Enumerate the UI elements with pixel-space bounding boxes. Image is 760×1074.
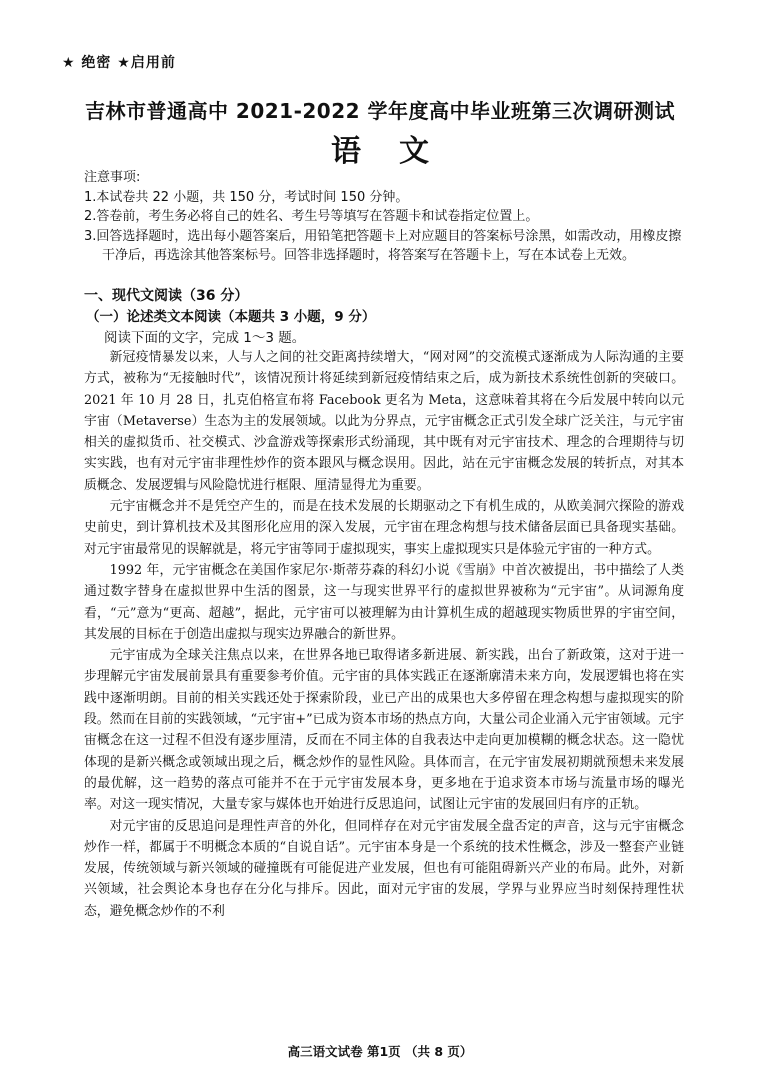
page-footer: 高三语文试卷 第1页 （共 8 页） <box>287 1044 473 1059</box>
passage-paragraph: 元宇宙成为全球关注焦点以来，在世界各地已取得诸多新进展、新实践，出台了新政策，这对于进一步理解元宇宙发展前景具有重要参考价值。元宇宙的具体实践正在逐渐廓清未来方向，发展逻辑也将在实践中逐渐明朗。目前的相关实践还处于探索阶段，业已产出的成果也大多停留在理念构想与虚拟现实的阶段。然而在目前的实践领域，“元宇宙+”已成为资本市场的热点方向，大量公司企业涌入元宇宙领域。元宇宙概念在这一过程不但没有逐步厘清，反而在不同主体的自我表达中走向更加模糊的概念状态。这一隐忧体现的是新兴概念或领域出现之后，概念炒作的显性风险。具体而言，在元宇宙发展初期就预想未来发展的最优解，这一趋势的落点可能并不在于元宇宙发展本身，更多地在于追求资本市场与流量市场的曝光率。对这一现实情况，大量专家与媒体也开始进行反思追问，试图让元宇宙的发展回归有序的正轨。 <box>84 648 684 813</box>
exam-title: 吉林市普通高中 2021-2022 学年度高中毕业班第三次调研测试 <box>84 99 676 123</box>
notes-heading: 注意事项: <box>84 170 141 185</box>
reading-passage <box>84 347 684 922</box>
passage-paragraph: 1992 年，元宇宙概念在美国作家尼尔·斯蒂芬森的科幻小说《雪崩》中首次被提出，书中描绘了人类通过数字替身在虚拟世界中生活的图景，这一与现实世界平行的虚拟世界被称为“元宇宙”。从词源角度看，“元”意为“更高、超越”，据此，元宇宙可以被理解为由计算机生成的超越现实物质世界的宇宙空间，其发展的目标在于创造出虚拟与现实边界融合的新世界。 <box>84 562 684 642</box>
passage-paragraph: 新冠疫情暴发以来，人与人之间的社交距离持续增大，“网对网”的交流模式逐渐成为人际沟通的主要方式，被称为“无接触时代”，该情况预计将延续到新冠疫情结束之后，成为新技术系统性创新的突破口。2021 年 10 月 28 日，扎克伯格宣布将 Facebook 更名为 Meta，这意味着其将在今后发展中转向以元宇宙（Metaverse）生态为主的发展领域。以此为分界点，元宇宙概念正式引发全球广泛关注，与元宇宙相关的虚拟货币、社交模式、沙盒游戏等探索形式纷涌现，其中既有对元宇宙技术、理念的合理期待与切实实践，也有对元宇宙非理性炒作的资本跟风与概念误用。因此，站在元宇宙概念发展的转折点，对其本质概念、发展逻辑与风险隐忧进行框限、厘清显得尤为重要。 <box>84 350 684 493</box>
confidential-mark: ★ 绝密 ★启用前 <box>62 55 176 71</box>
passage-paragraph: 元宇宙概念并不是凭空产生的，而是在技术发展的长期驱动之下有机生成的，从欧美洞穴探险的游戏史前史，到计算机技术及其图形化应用的深入发展，元宇宙在理念构想与技术储备层面已具备现实基础。对元宇宙最常见的误解就是，将元宇宙等同于虚拟现实，事实上虚拟现实只是体验元宇宙的一种方式。 <box>84 499 684 557</box>
subject-title: 语文 <box>331 134 467 169</box>
exam-notes <box>84 168 684 266</box>
reading-instruction: 阅读下面的文字，完成 1～3 题。 <box>104 330 306 346</box>
subsection-heading: （一）论述类文本阅读（本题共 3 小题，9 分） <box>86 309 376 325</box>
note-item: 3.回答选择题时，选出每小题答案后，用铅笔把答题卡上对应题目的答案标号涂黑，如需改动，用橡皮擦干净后，再选涂其他答案标号。回答非选择题时，将答案写在答题卡上，写在本试卷上无效。 <box>84 228 682 263</box>
note-item: 1.本试卷共 22 小题，共 150 分，考试时间 150 分钟。 <box>84 189 409 205</box>
passage-paragraph: 对元宇宙的反思追问是理性声音的外化，但同样存在对元宇宙发展全盘否定的声音，这与元宇宙概念炒作一样，都属于不明概念本质的“自说自话”。元宇宙本身是一个系统的技术性概念，涉及一整套产业链发展，传统领域与新兴领域的碰撞既有可能促进产业发展，但也有可能阻碍新兴产业的布局。此外，对新兴领域，社会舆论本身也存在分化与排斥。因此，面对元宇宙的发展，学界与业界应当时刻保持理性状态，避免概念炒作的不利 <box>84 818 684 919</box>
note-item: 2.答卷前，考生务必将自己的姓名、考生号等填写在答题卡和试卷指定位置上。 <box>84 209 539 224</box>
section-heading: 一、现代文阅读（36 分） <box>84 288 249 304</box>
